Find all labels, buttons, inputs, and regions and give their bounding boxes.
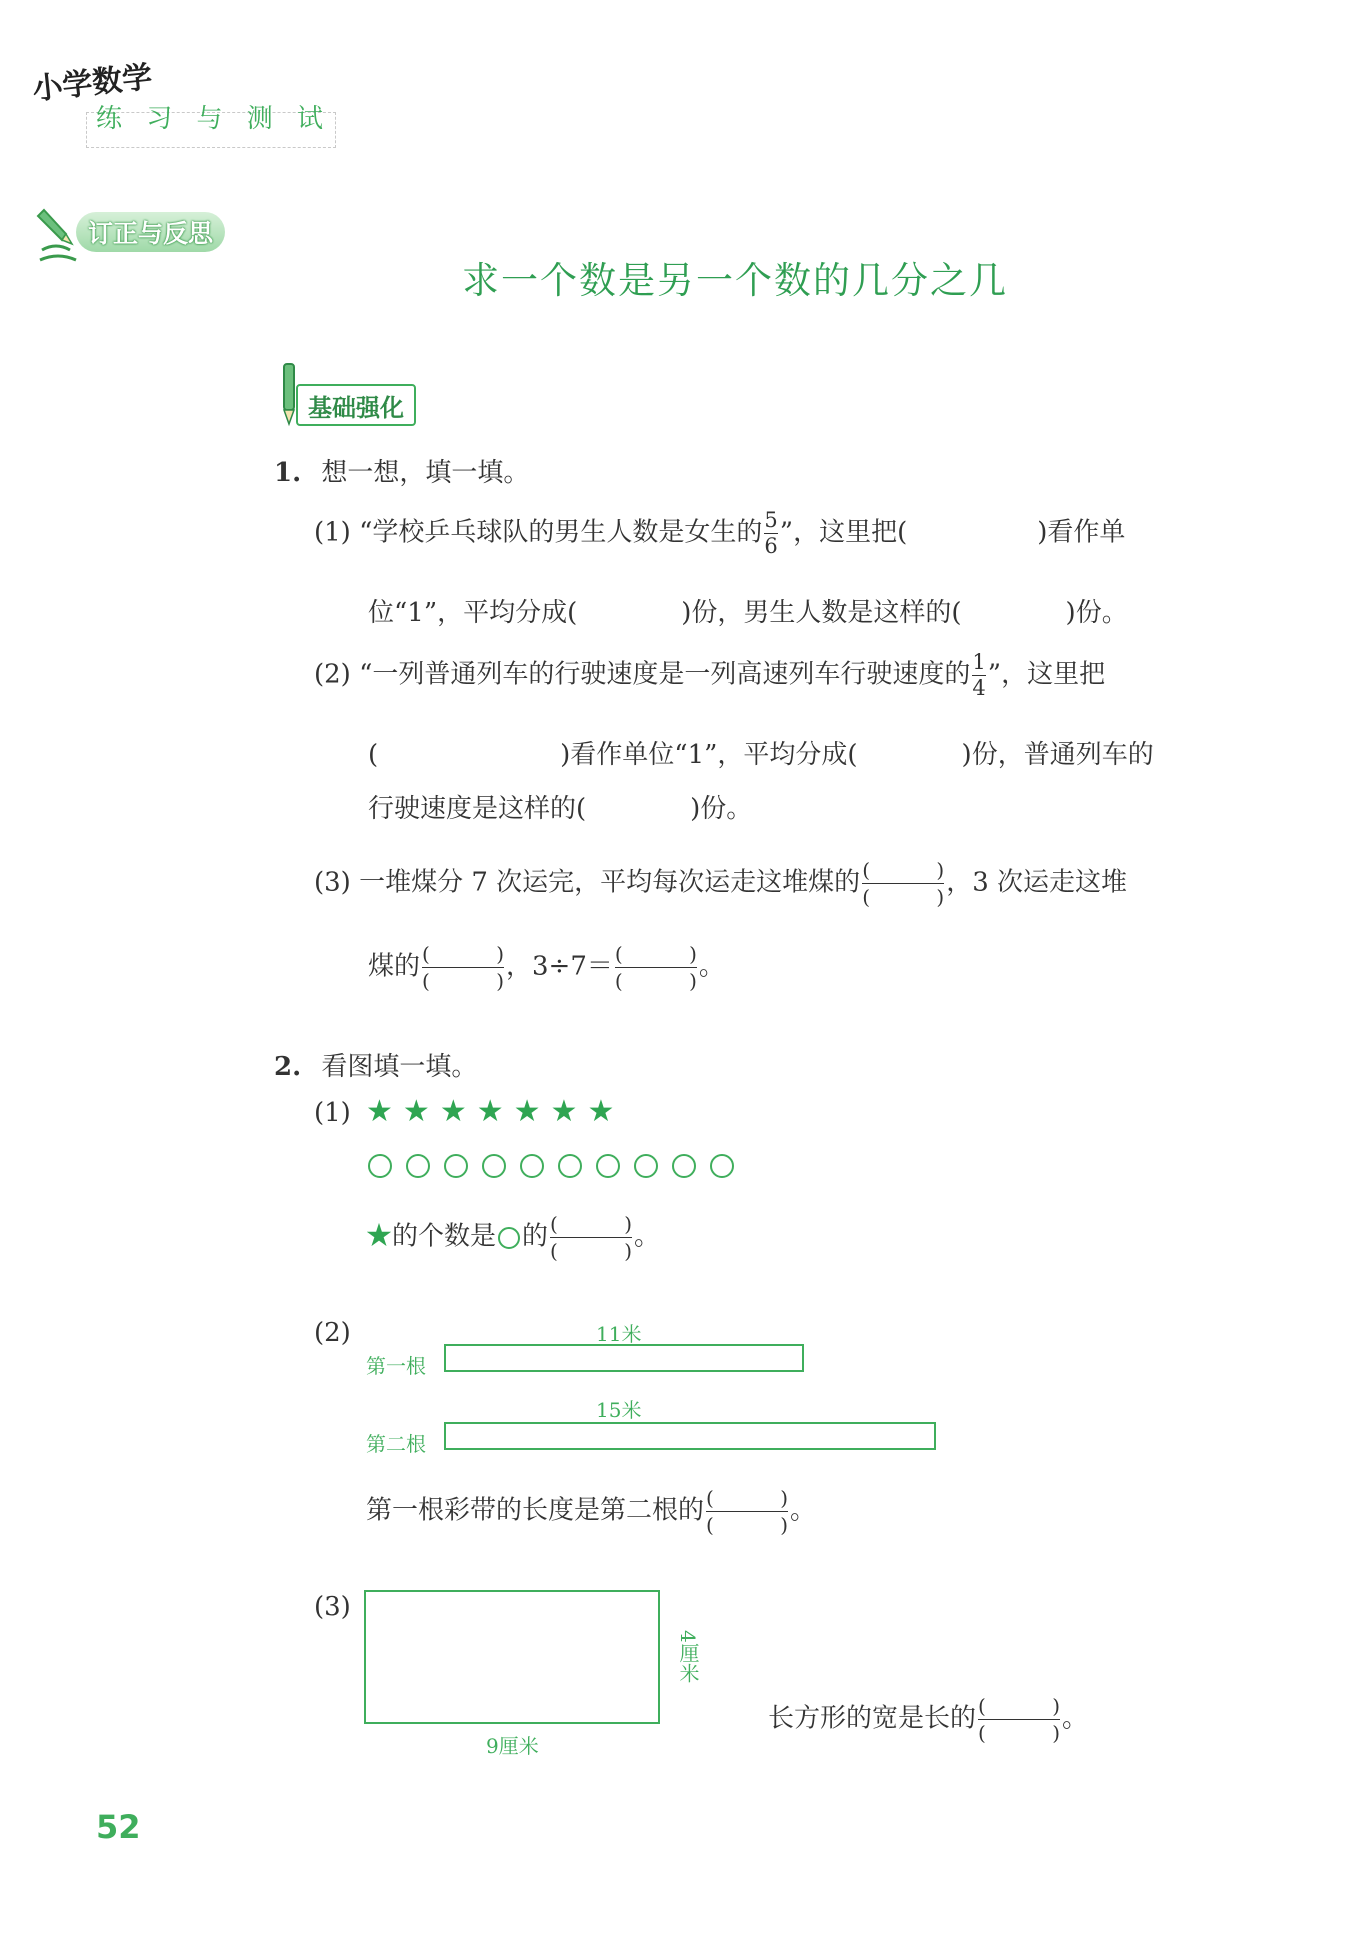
q2-p2-end: 。	[790, 1495, 817, 1526]
q2-heading	[274, 1046, 477, 1083]
rectangle-figure	[364, 1590, 660, 1724]
q2-p1-end: 。	[634, 1221, 661, 1252]
ribbon-bar-1	[444, 1344, 804, 1372]
q1-p3-line2	[368, 944, 725, 991]
bar2-length-label: 15米	[596, 1398, 642, 1422]
circle-icon	[482, 1154, 506, 1178]
bar2-label: 第二根	[366, 1432, 426, 1456]
q1-p2-line2: ( )看作单位“1”，平均分成( )份，普通列车的	[368, 740, 1154, 770]
circle-icon	[368, 1154, 392, 1178]
q1-p3-label: (3)	[314, 867, 351, 898]
section-tag: 基础强化	[296, 384, 416, 426]
q2-p1-text-b: 的	[522, 1221, 549, 1252]
star-icon: ★	[366, 1094, 393, 1129]
q1-p1-line1	[314, 510, 1125, 557]
ribbon-bar-2	[444, 1422, 936, 1450]
q1-heading	[274, 452, 529, 489]
q2-p1-text-a: 的个数是	[392, 1221, 497, 1252]
answer-fraction-blank[interactable]: ( ) ( )	[614, 942, 697, 993]
circle-icon	[672, 1154, 696, 1178]
q1-p3-text-b: ，3 次运走这堆	[946, 867, 1127, 898]
q1-p3-text-d: ，3÷7＝	[506, 951, 613, 982]
q2-p2-sentence	[366, 1488, 816, 1535]
star-icon: ★	[439, 1094, 467, 1129]
q1-p3-line1	[314, 860, 1127, 907]
brand-subtitle: 练 习 与 测 试	[96, 104, 332, 134]
reflection-tag-label: 订正与反思	[88, 219, 214, 248]
fraction-5-6: $\frac{5}{6}$	[764, 508, 778, 558]
bar1-label: 第一根	[366, 1354, 426, 1378]
answer-fraction-blank[interactable]: ( ) ( )	[706, 1486, 789, 1537]
circle-icon	[710, 1154, 734, 1178]
star-icon: ★	[550, 1094, 578, 1129]
answer-fraction-blank[interactable]: ( ) ( )	[550, 1212, 633, 1263]
q1-p3-text-a: 一堆煤分 7 次运完，平均每次运走这堆煤的	[359, 867, 861, 898]
q1-prompt: 想一想，填一填。	[321, 458, 530, 488]
bar1-length-label: 11米	[596, 1322, 642, 1346]
page-number: 52	[96, 1808, 141, 1846]
q1-number: 1.	[274, 458, 302, 488]
q2-p3-end: 。	[1062, 1703, 1089, 1734]
lesson-title: 求一个数是另一个数的几分之几	[462, 259, 1008, 302]
star-icon: ★	[587, 1094, 615, 1129]
q1-p2-label: (2)	[314, 659, 351, 690]
rect-width-label: 4厘米	[676, 1630, 700, 1683]
q1-p1-text-a: “学校乒乓球队的男生人数是女生的	[359, 517, 763, 548]
star-icon: ★	[476, 1094, 504, 1129]
q2-prompt: 看图填一填。	[321, 1052, 478, 1082]
answer-fraction-blank[interactable]: ( ) ( )	[978, 1694, 1061, 1745]
brand-title: 小学数学	[30, 59, 154, 108]
q2-p3-text: 长方形的宽是长的	[768, 1703, 977, 1734]
q1-p3-text-e: 。	[698, 951, 725, 982]
q1-p2-line1	[314, 652, 1105, 699]
circle-row	[368, 1154, 748, 1182]
q2-p3-sentence	[768, 1696, 1088, 1743]
circle-icon	[520, 1154, 544, 1178]
q2-p2-label: (2)	[314, 1318, 351, 1348]
q1-p2-text-a: “一列普通列车的行驶速度是一列高速列车行驶速度的	[359, 659, 971, 690]
answer-fraction-blank[interactable]: ( ) ( )	[422, 942, 505, 993]
circle-icon	[444, 1154, 468, 1178]
q1-p1-line2: 位“1”，平均分成( )份，男生人数是这样的( )份。	[368, 598, 1128, 628]
star-icon: ★	[513, 1094, 541, 1129]
q1-p1-label: (1)	[314, 517, 351, 548]
q2-p1-sentence	[366, 1214, 660, 1261]
circle-icon	[596, 1154, 620, 1178]
q2-p2-text: 第一根彩带的长度是第二根的	[366, 1495, 705, 1526]
q1-p2-line3: 行驶速度是这样的( )份。	[368, 794, 753, 824]
circle-icon	[634, 1154, 658, 1178]
reflection-tag	[76, 212, 225, 252]
q2-p3-label: (3)	[314, 1592, 351, 1622]
q2-p1-label: (1)	[314, 1098, 351, 1128]
circle-icon	[406, 1154, 430, 1178]
star-icon: ★	[402, 1094, 430, 1129]
rect-length-label: 9厘米	[486, 1734, 539, 1758]
q1-p2-text-b: ”，这里把	[987, 659, 1106, 690]
q1-p1-text-b: ”，这里把( )看作单	[779, 517, 1126, 548]
star-icon: ★	[366, 1221, 393, 1252]
answer-fraction-blank[interactable]: ( ) ( )	[862, 858, 945, 909]
q1-p3-text-c: 煤的	[368, 951, 421, 982]
q2-number: 2.	[274, 1052, 302, 1082]
fraction-1-4: $\frac{1}{4}$	[972, 650, 986, 700]
star-row	[366, 1094, 624, 1129]
circle-icon	[558, 1154, 582, 1178]
circle-icon	[498, 1227, 520, 1249]
